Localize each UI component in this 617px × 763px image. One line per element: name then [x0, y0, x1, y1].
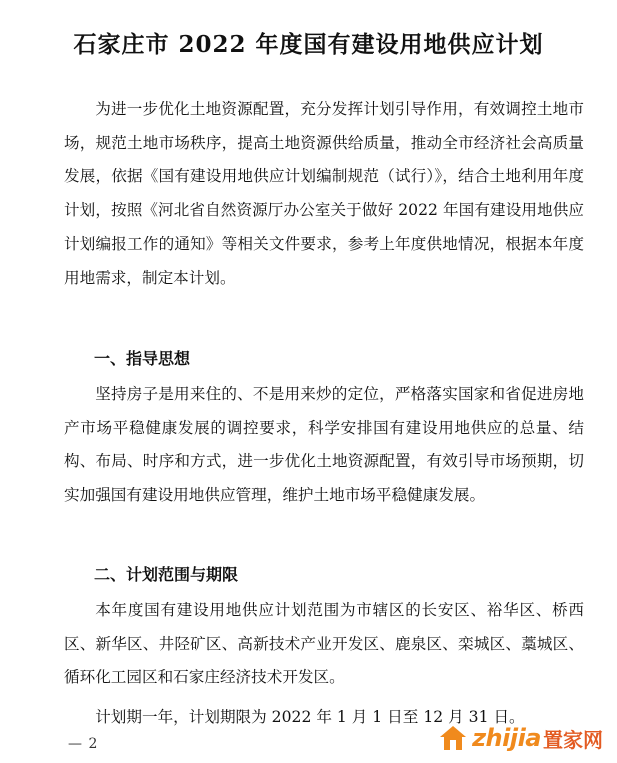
section1-paragraph: 坚持房子是用来住的、不是用来炒的定位，严格落实国家和省促进房地产市场平稳健康发展的调控要求，科学安排国有建设用地供应的总量、结构、布局、时序和方式，进一步优化土地资源配置，有效引导市场预期，切实加强国有建设用地供应管理，维护土地市场平稳健康发展。: [64, 385, 584, 505]
document-title: 石家庄市 2022 年度国有建设用地供应计划: [73, 31, 544, 58]
section2-heading: 二、计划范围与期限: [94, 565, 239, 584]
page-number-dash-left: —: [68, 736, 84, 752]
page-number: [68, 736, 97, 752]
intro-paragraph: 为进一步优化土地资源配置，充分发挥计划引导作用，有效调控土地市场，规范土地市场秩序，提高土地资源供给质量，推动全市经济社会高质量发展，依据《国有建设用地供应计划编制规范（试行）》，结合土地利用年度计划，按照《河北省自然资源厅办公室关于做好 2022 年国有建设用地供应计划编报工作的通知》等相关文件要求，参考上年度供地情况，根据本年度用地需求，制定本计划。: [64, 100, 584, 287]
section1-heading: 一、指导思想: [94, 349, 191, 368]
period-paragraph: 计划期一年，计划期限为 2022 年 1 月 1 日至 12 月 31 日。: [95, 708, 525, 726]
section2-paragraph: 本年度国有建设用地供应计划范围为市辖区的长安区、裕华区、桥西区、新华区、井陉矿区、高新技术产业开发区、鹿泉区、栾城区、藁城区、循环化工园区和石家庄经济技术开发区。: [64, 601, 584, 687]
house-logo-icon: [438, 723, 468, 753]
page-number-value: 2: [88, 736, 98, 752]
watermark: [438, 721, 603, 755]
watermark-brand: zhijia: [472, 724, 541, 752]
watermark-brand-suffix: 置家网: [543, 727, 603, 752]
